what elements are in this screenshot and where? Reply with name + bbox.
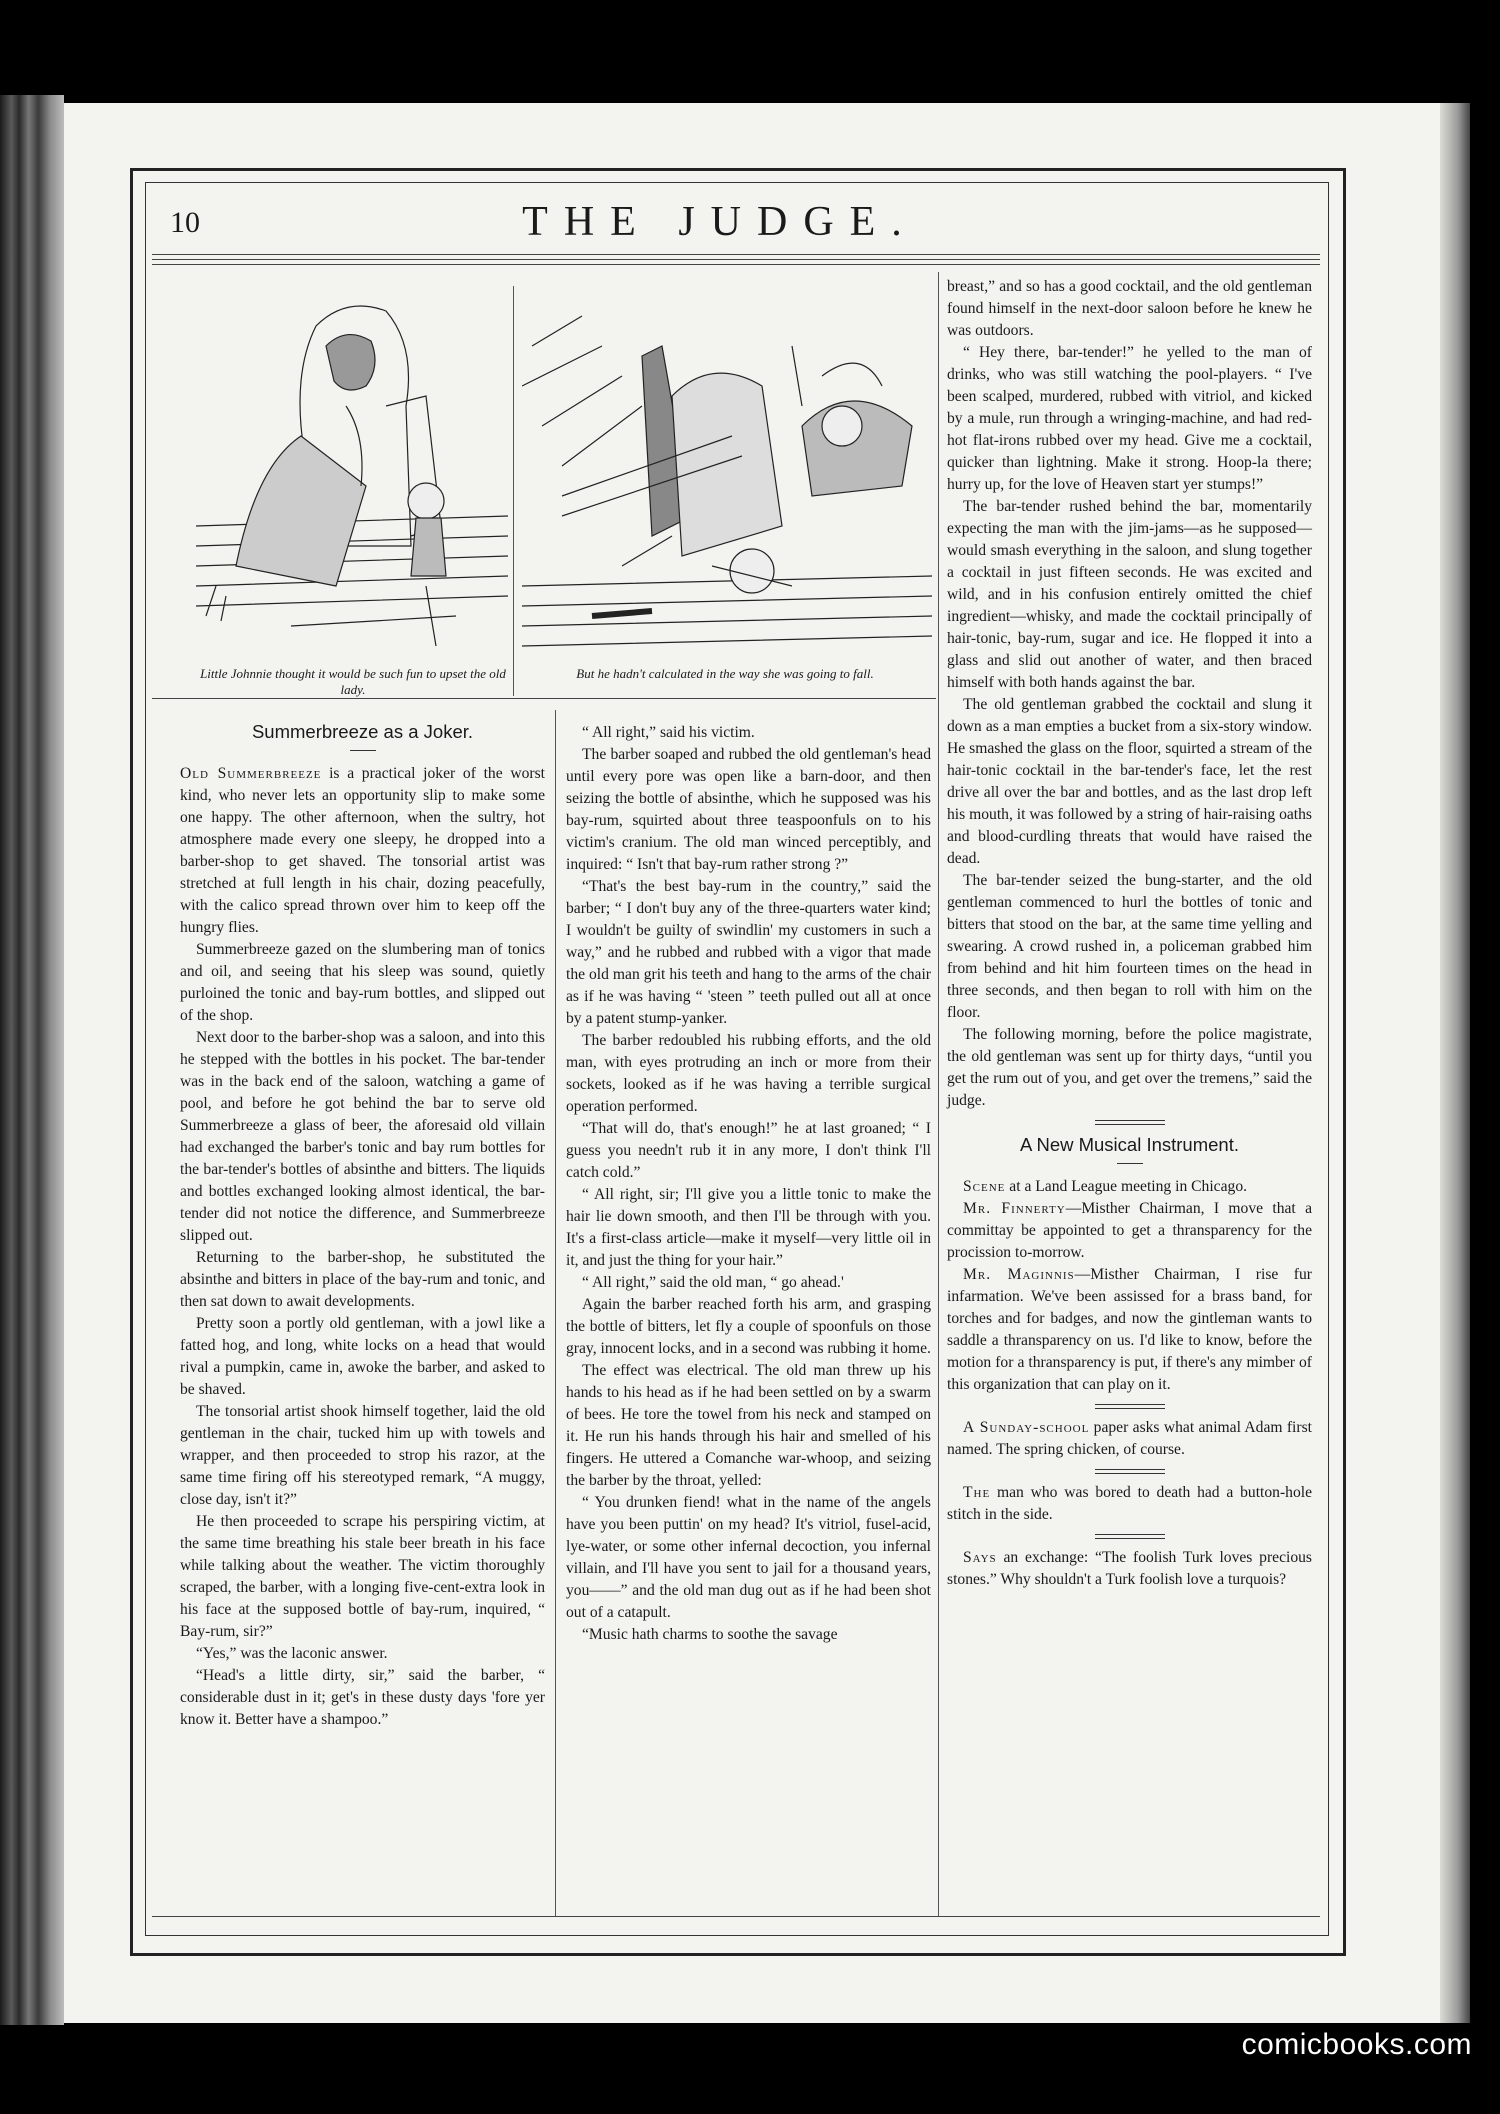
paragraph: Summerbreeze gazed on the slumbering man of tonics and oil, and seeing that his sleep was sound, quietly purloined the tonic and bay-rum bottles, and slipped out of the shop.	[180, 941, 545, 1024]
footer-rule	[152, 1916, 1320, 1917]
paragraph: “Music hath charms to soothe the savage	[582, 1626, 838, 1643]
paragraph: Says an exchange: “The foolish Turk loves precious stones.” Why shouldn't a Turk foolish love a turquois?	[947, 1549, 1312, 1588]
paragraph: Mr. Finnerty—Misther Chairman, I move that a committay be appointed to get a thransparency for the procission to-morrow.	[947, 1200, 1312, 1261]
paragraph: The bar-tender rushed behind the bar, momentarily expecting the man with the jim-jams—as he supposed—would smash everything in the saloon, and slung together a cocktail in just fifteen seconds. He was excited and wild, and in his confusion entirely omitted the chief ingredient—whisky, and made the cocktail principally of hair-tonic, bay-rum, sugar and ice. He flopped it into a glass and slid out another of water, and then braced himself with both hands against the bar.	[947, 498, 1312, 691]
paragraph: Pretty soon a portly old gentleman, with a jowl like a fatted hog, and long, white locks on a head that would rival a pumpkin, came in, awoke the barber, and asked to be shaved.	[180, 1315, 545, 1398]
lead-caps: Old Summerbreeze	[180, 765, 322, 782]
paragraph: “ You drunken fiend! what in the name of the angels have you been puttin' on my head? It's vitriol, fusel-acid, lye-water, or some other infernal decoction, you infernal villain, and I'll have you sent to jail for a thousand years, you——” and the old man dug out as if he had been shot out of a catapult.	[566, 1494, 931, 1621]
paragraph: The man who was bored to death had a button-hole stitch in the side.	[947, 1484, 1312, 1523]
paragraph: Again the barber reached forth his arm, and grasping the bottle of bitters, let fly a couple of spoonfuls on those gray, innocent locks, and in a second was rubbing it home.	[566, 1296, 931, 1357]
column-3	[947, 276, 1312, 1591]
section-separator	[1095, 1534, 1165, 1539]
cartoon-divider	[513, 286, 514, 696]
paragraph: The barber soaped and rubbed the old gentleman's head until every pore was open like a barn-door, and then seizing the bottle of absinthe, which he supposed was his bay-rum, squirted about three teaspoonfuls on to his victim's cranium. The old man winced perceptibly, and inquired: “ Isn't that bay-rum rather strong ?”	[566, 746, 931, 873]
page-edge	[1440, 103, 1470, 2023]
book-binding	[0, 95, 64, 2025]
cartoon-bottom-rule	[152, 698, 936, 699]
page-number: 10	[170, 206, 200, 239]
paragraph: The effect was electrical. The old man threw up his hands to his head as if he had been settled on by a swarm of bees. He tore the towel from his neck and stamped on it. He run his hands through his hair and smelled of his fingers. He uttered a Comanche war-whoop, and seizing the barber by the throat, yelled:	[566, 1362, 931, 1489]
paragraph: Scene at a Land League meeting in Chicago.	[963, 1178, 1248, 1195]
title-underline	[1117, 1163, 1143, 1164]
paragraph: breast,” and so has a good cocktail, and the old gentleman found himself in the next-door saloon before he knew he was outdoors.	[947, 278, 1312, 339]
section-separator	[1095, 1120, 1165, 1125]
site-watermark: comicbooks.com	[1241, 2028, 1472, 2061]
paragraph: He then proceeded to scrape his perspiring victim, at the same time breathing his stale beer breath in his face while talking about the weather. The victim thoroughly scraped, the barber, with a longing five-cent-extra look in his face at the supposed bottle of bay-rum, inquired, “ Bay-rum, sir?”	[180, 1513, 545, 1640]
column-1	[180, 720, 545, 1731]
paragraph: “Head's a little dirty, sir,” said the barber, “ considerable dust in it; get's in these dusty days 'fore yer know it. Better have a shampoo.”	[180, 1667, 545, 1728]
paragraph: “That's the best bay-rum in the country,” said the barber; “ I don't buy any of the three-quarters water kind; I wouldn't be guilty of swindlin' my customers in such a way,” and he rubbed and rubbed with a vigor that made the old man grit his teeth and hang to the arms of the chair as if he was having “ 'steen ” teeth pulled out all at once by a patent stump-yanker.	[566, 878, 931, 1027]
masthead: THE JUDGE.	[522, 199, 918, 245]
section-separator	[1095, 1404, 1165, 1409]
paragraph: “Yes,” was the laconic answer.	[196, 1645, 388, 1662]
title-underline	[350, 750, 376, 751]
section-separator	[1095, 1469, 1165, 1474]
cartoon-panel-left	[196, 286, 508, 658]
paragraph: Next door to the barber-shop was a saloon, and into this he stepped with the bottles in his pocket. The bar-tender was in the back end of the saloon, watching a game of pool, and before he got behind the bar to serve old Summerbreeze a glass of beer, the aforesaid old villain had exchanged the barber's tonic and bay rum bottles for the bar-tender's bottles of absinthe and bitters. The liquids and bottles exchanged looking almost identical, the bar-tender did not notice the difference, and Summerbreeze slipped out.	[180, 1029, 545, 1244]
cartoon-caption-right: But he hadn't calculated in the way she was going to fall.	[576, 666, 874, 681]
paragraph: The old gentleman grabbed the cocktail and slung it down as a man empties a bucket from a six-story window. He smashed the glass on the floor, squirted a stream of the hair-tonic cocktail in the bar-tender's face, let the rest drive all over the bar and bottles, and as the last drop left his mouth, it was followed by a string of hair-raising oaths and blood-curdling threats that would have raised the dead.	[947, 696, 1312, 867]
paragraph: “ All right,” said his victim.	[582, 724, 755, 741]
header-rule-thin	[152, 259, 1320, 260]
column-2	[566, 722, 931, 1646]
paragraph: The following morning, before the police magistrate, the old gentleman was sent up for thirty days, “until you get the rum out of you, and get over the tremens,” said the judge.	[947, 1026, 1312, 1109]
article-title-summerbreeze: Summerbreeze as a Joker.	[251, 721, 474, 742]
paragraph: “ All right,” said the old man, “ go ahead.'	[582, 1274, 844, 1291]
paragraph: The tonsorial artist shook himself together, laid the old gentleman in the chair, tucked him up with towels and wrapper, and then proceeded to strop his razor, at the same time firing off his stereotyped remark, “A muggy, close day, isn't it?”	[180, 1403, 545, 1508]
header-rule-third	[152, 264, 1320, 265]
paragraph: The bar-tender seized the bung-starter, and the old gentleman commenced to hurl the bottles of tonic and bitters that stood on the bar, at the same time yelling and swearing. A crowd rushed in, a policeman grabbed him from behind and hit him fourteen times on the head in three seconds, and then began to roll with him on the floor.	[947, 872, 1312, 1021]
column-rule-2	[938, 272, 939, 1916]
paragraph: Mr. Maginnis—Misther Chairman, I rise fur infarmation. We've been assissed for a brass band, for torches and for badges, and now the gintleman wants to saddle a thransparency on us. I'd like to know, before the motion for a thransparency is put, if there's any mimber of this organization that can play on it.	[947, 1266, 1312, 1393]
paragraph: “ All right, sir; I'll give you a little tonic to make the hair lie down smooth, and then I'll be through with you. It's a first-class article—make it myself—very little oil in it, and just the thing for your hair.”	[566, 1186, 931, 1269]
paragraph: “That will do, that's enough!” he at last groaned; “ I guess you needn't rub it in any more, I don't think I'll catch cold.”	[566, 1120, 931, 1181]
column-rule-1	[555, 710, 556, 1916]
article-title-musical-instrument: A New Musical Instrument.	[1020, 1134, 1239, 1155]
header-rule	[152, 254, 1320, 255]
cartoon-caption-left: Little Johnnie thought it would be such fun to upset the old lady.	[200, 666, 506, 697]
cartoon-panel-right	[522, 286, 932, 658]
paragraph: A Sunday-school paper asks what animal Adam first named. The spring chicken, of course.	[947, 1419, 1312, 1458]
paragraph: “ Hey there, bar-tender!” he yelled to the man of drinks, who was still watching the pool-players. “ I've been scalped, murdered, rubbed with vitriol, and kicked by a mule, run through a wringing-machine, and had red-hot flat-irons rubbed over my head. Give me a cocktail, quicker than lightning. Make it strong. Hoop-la there; hurry up, for the love of Heaven start yer stumps!”	[947, 344, 1312, 493]
paragraph: Old Summerbreeze is a practical joker of the worst kind, who never lets an opportunity slip to make some one happy. The other afternoon, when the sultry, hot atmosphere made every one sleepy, he dropped into a barber-shop to get shaved. The tonsorial artist was stretched at full length in his chair, dozing peacefully, with the calico spread thrown over him to keep off the hungry flies.	[180, 765, 545, 936]
paragraph: Returning to the barber-shop, he substituted the absinthe and bitters in place of the bay-rum and tonic, and then sat down to await developments.	[180, 1249, 545, 1310]
paragraph: The barber redoubled his rubbing efforts, and the old man, with eyes protruding an inch or more from their sockets, looked as if he was having a terrible surgical operation performed.	[566, 1032, 931, 1115]
